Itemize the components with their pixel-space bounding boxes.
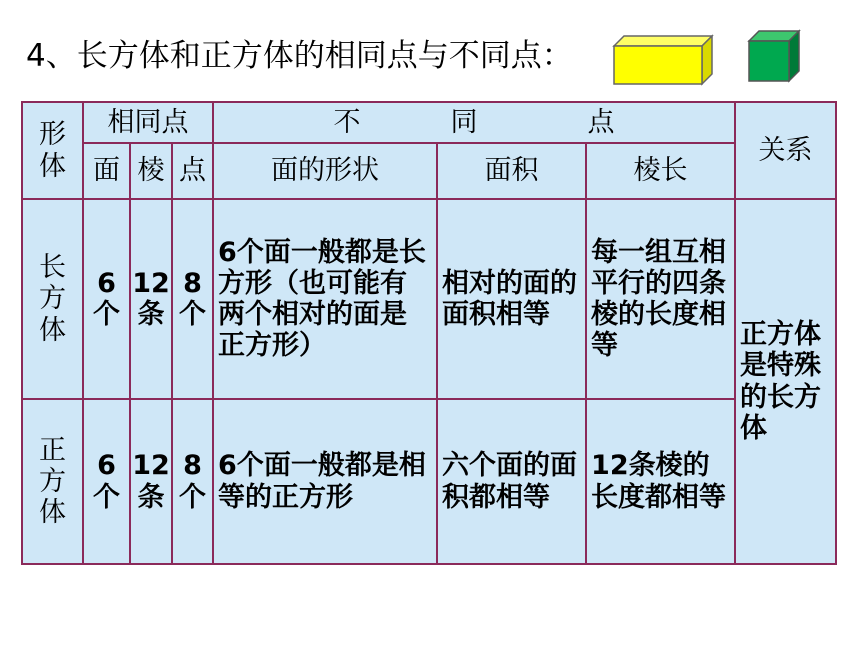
relation-header: 关系 — [735, 102, 836, 199]
area-value: 六个面的面积都相等 — [437, 399, 586, 564]
vertices-value: 8个 — [172, 399, 213, 564]
edges-value: 12条 — [130, 399, 172, 564]
face-shape-value: 6个面一般都是长方形（也可能有两个相对的面是正方形） — [213, 199, 437, 399]
face-shape-value: 6个面一般都是相等的正方形 — [213, 399, 437, 564]
cube-icon — [747, 29, 803, 83]
face-header: 面 — [83, 143, 130, 199]
page-title: 4、长方体和正方体的相同点与不同点： — [26, 38, 573, 74]
row-name: 长方体 — [22, 199, 83, 399]
area-header: 面积 — [437, 143, 586, 199]
faces-value: 6个 — [83, 199, 130, 399]
vertices-value: 8个 — [172, 199, 213, 399]
relation-value: 正方体是特殊的长方体 — [735, 199, 836, 564]
cuboid-icon — [612, 34, 714, 86]
table-row — [22, 199, 836, 399]
shape-header: 形体 — [22, 102, 83, 199]
edge-length-value: 每一组互相平行的四条棱的长度相等 — [586, 199, 735, 399]
table-row — [22, 399, 836, 564]
same-points-header: 相同点 — [83, 102, 213, 143]
edge-length-value: 12条棱的长度都相等 — [586, 399, 735, 564]
row-name: 正方体 — [22, 399, 83, 564]
comparison-table — [21, 101, 837, 565]
face-shape-header: 面的形状 — [213, 143, 437, 199]
faces-value: 6个 — [83, 399, 130, 564]
edge-header: 棱 — [130, 143, 172, 199]
vertex-header: 点 — [172, 143, 213, 199]
edges-value: 12条 — [130, 199, 172, 399]
diff-points-header: 不 同 点 — [213, 102, 735, 143]
edge-length-header: 棱长 — [586, 143, 735, 199]
area-value: 相对的面的面积相等 — [437, 199, 586, 399]
